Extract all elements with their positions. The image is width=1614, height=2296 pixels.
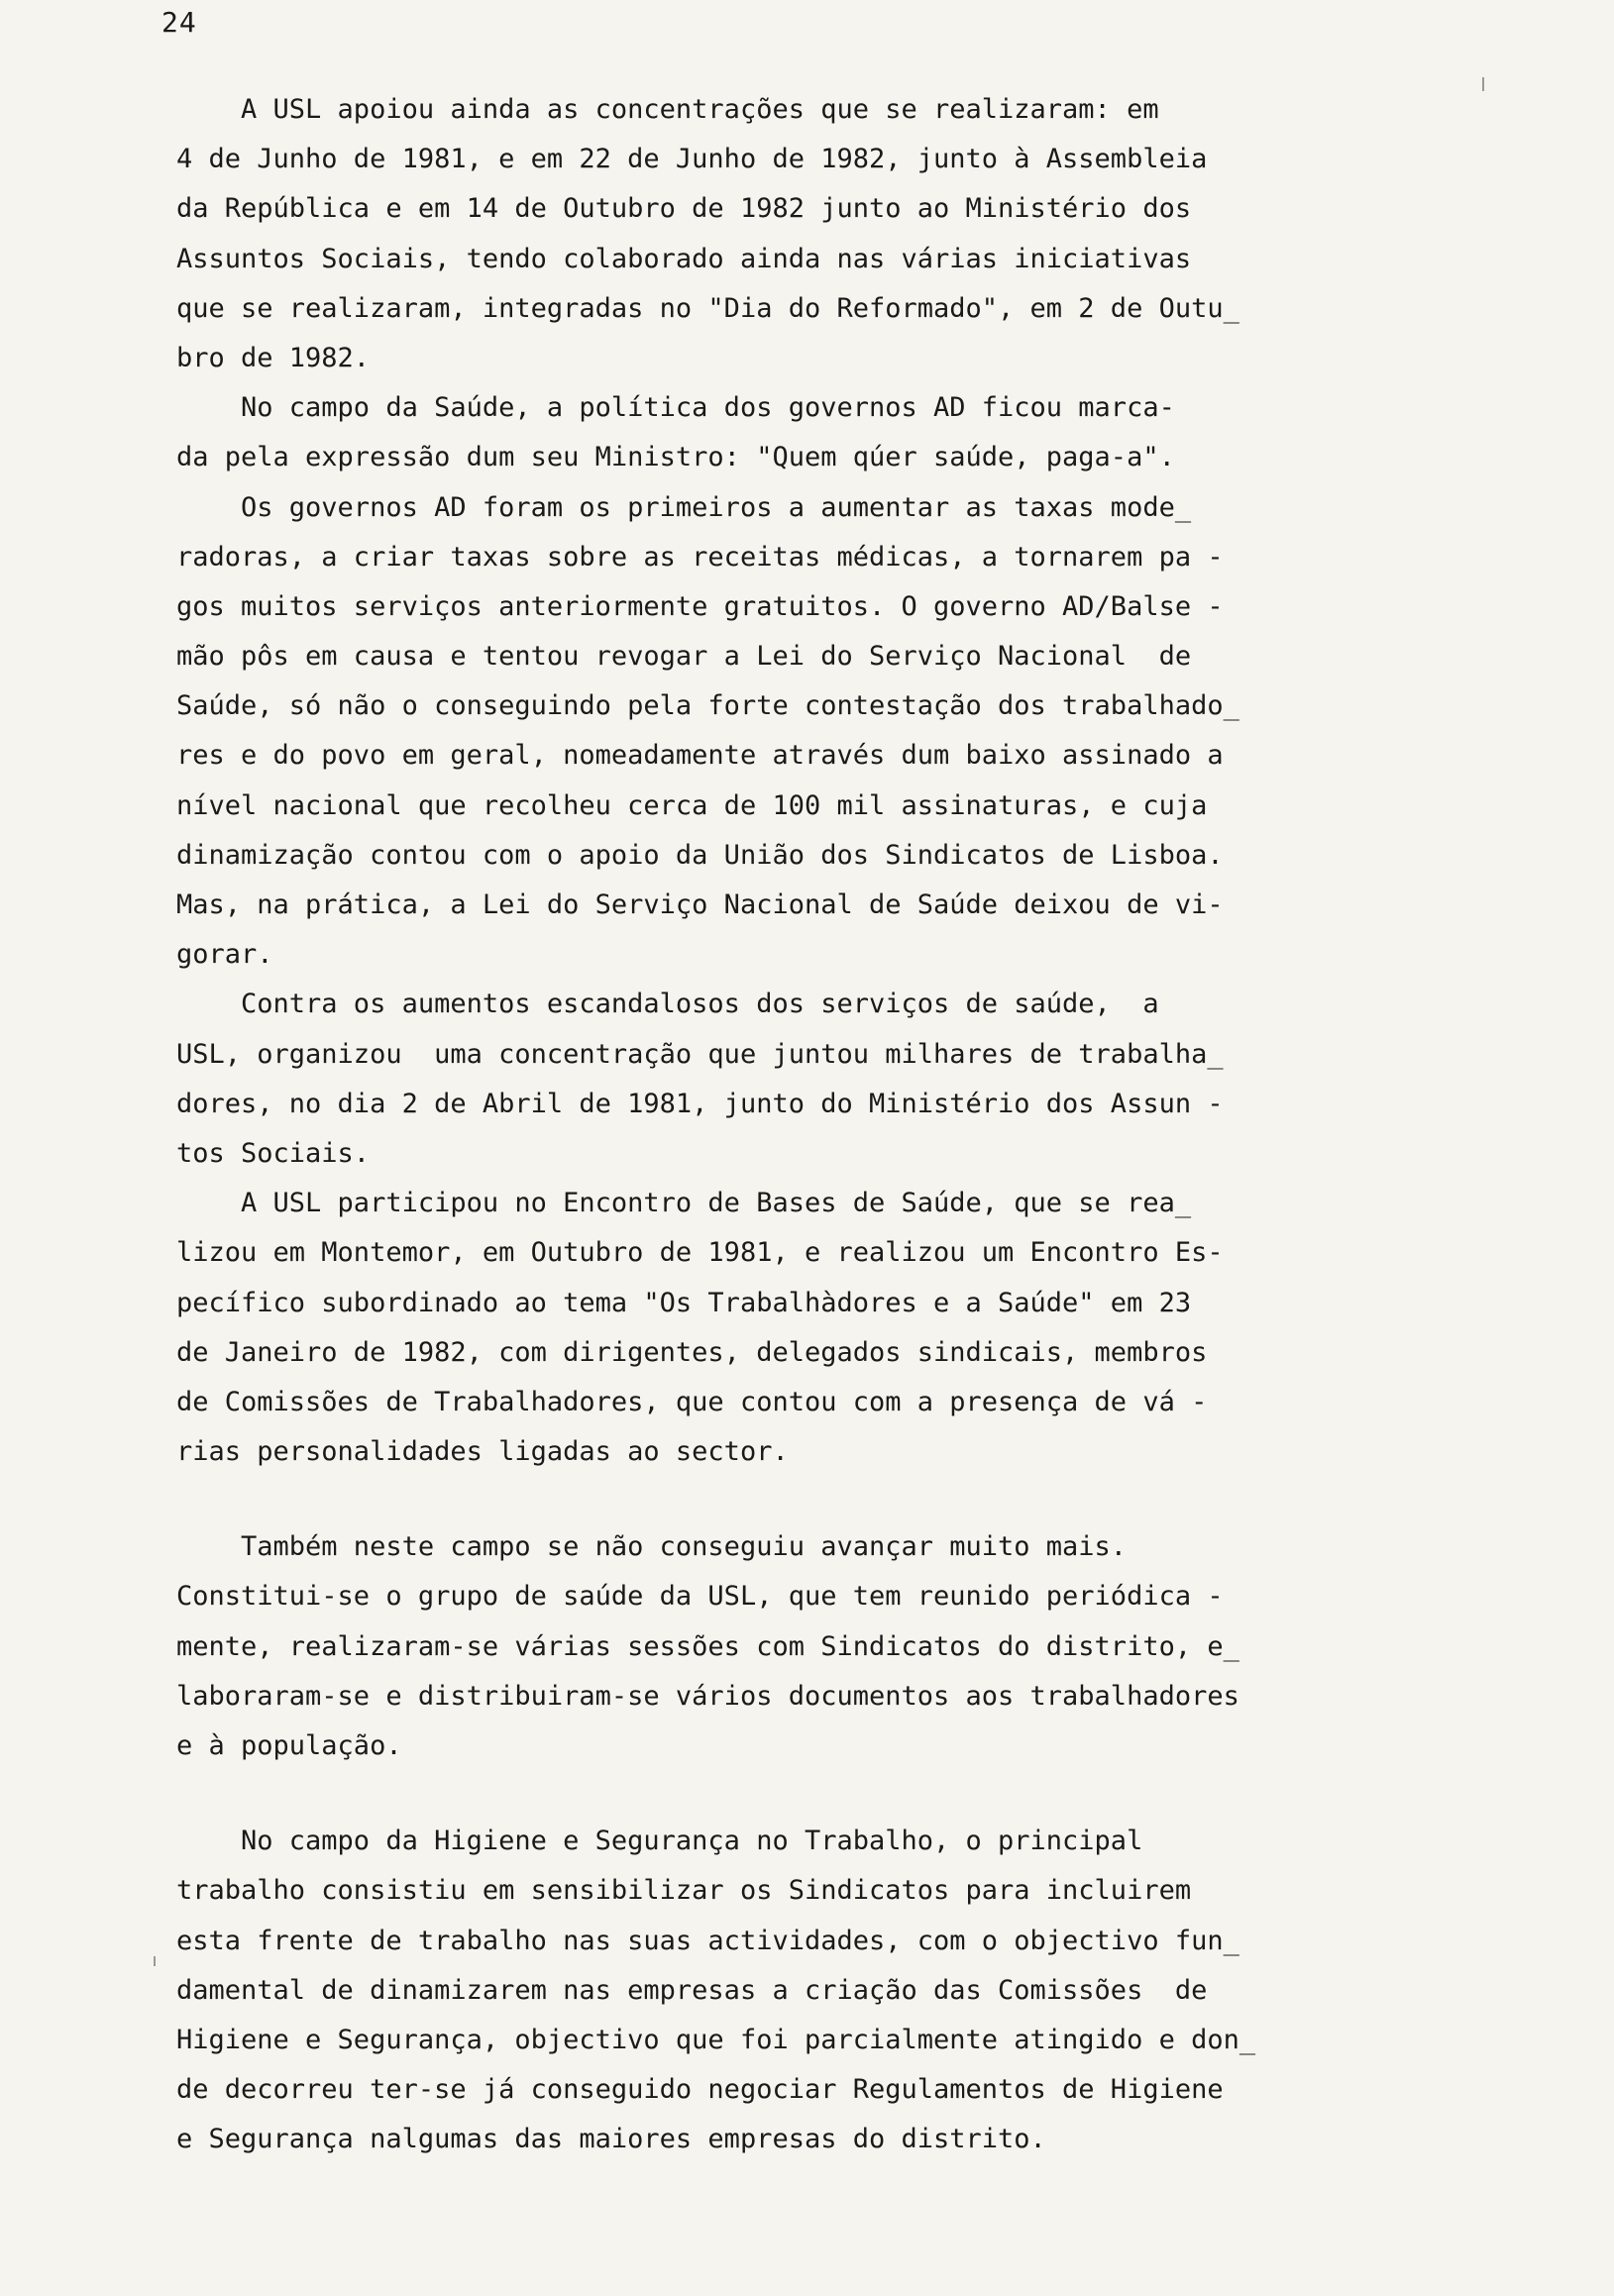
text-line: de decorreu ter-se já conseguido negociar Regulamentos de Higiene	[176, 2074, 1224, 2106]
text-line: que se realizaram, integradas no "Dia do Reformado", em 2 de Outu_	[176, 292, 1239, 324]
text-line: e Segurança nalgumas das maiores empresas do distrito.	[176, 2124, 1046, 2155]
paragraph-encontro-bases	[176, 1179, 1464, 1477]
text-line: 4 de Junho de 1981, e em 22 de Junho de 1982, junto à Assembleia	[176, 144, 1208, 175]
text-line: Assuntos Sociais, tendo colaborado ainda nas várias iniciativas	[176, 243, 1192, 274]
text-line: No campo da Saúde, a política dos governos AD ficou marca-	[176, 392, 1175, 424]
paragraph-concentracao	[176, 980, 1464, 1179]
text-line: Constitui-se o grupo de saúde da USL, que tem reunido periódica -	[176, 1581, 1224, 1613]
paragraph-taxas-moderadoras	[176, 483, 1464, 981]
text-line: Higiene e Segurança, objectivo que foi parcialmente atingido e don_	[176, 2024, 1256, 2055]
paragraph-saude-politica	[176, 383, 1464, 482]
text-line: de Janeiro de 1982, com dirigentes, delegados sindicais, membros	[176, 1336, 1208, 1368]
text-line: rias personalidades ligadas ao sector.	[176, 1436, 789, 1468]
text-line: da pela expressão dum seu Ministro: "Quem qúer saúde, paga-a".	[176, 442, 1175, 473]
text-line: da República e em 14 de Outubro de 1982 junto ao Ministério dos	[176, 193, 1192, 225]
document-body	[176, 85, 1464, 2165]
text-line: dores, no dia 2 de Abril de 1981, junto do Ministério dos Assun -	[176, 1088, 1224, 1119]
text-line: Os governos AD foram os primeiros a aumentar as taxas mode_	[176, 491, 1192, 523]
text-line: laboraram-se e distribuiram-se vários documentos aos trabalhadores	[176, 1680, 1239, 1712]
text-line: USL, organizou uma concentração que juntou milhares de trabalha_	[176, 1038, 1224, 1070]
text-line: Contra os aumentos escandalosos dos serviços de saúde, a	[176, 989, 1159, 1020]
text-line: dinamização contou com o apoio da União dos Sindicatos de Lisboa.	[176, 839, 1224, 871]
text-line: Saúde, só não o conseguindo pela forte contestação dos trabalhado_	[176, 690, 1239, 722]
text-line: mão pôs em causa e tentou revogar a Lei do Serviço Nacional de	[176, 641, 1192, 673]
paragraph-gap	[176, 1771, 1464, 1817]
text-line: lizou em Montemor, em Outubro de 1981, e realizou um Encontro Es-	[176, 1237, 1224, 1269]
text-line: A USL participou no Encontro de Bases de Saúde, que se rea_	[176, 1188, 1192, 1219]
text-line: res e do povo em geral, nomeadamente através dum baixo assinado a	[176, 740, 1224, 772]
margin-mark	[1482, 77, 1484, 91]
text-line: radoras, a criar taxas sobre as receitas médicas, a tornarem pa -	[176, 541, 1224, 573]
text-line: nível nacional que recolheu cerca de 100 mil assinaturas, e cuja	[176, 789, 1208, 821]
paragraph-grupo-saude	[176, 1522, 1464, 1771]
text-line: bro de 1982.	[176, 342, 371, 373]
text-line: pecífico subordinado ao tema "Os Trabalhàdores e a Saúde" em 23	[176, 1287, 1192, 1318]
text-line: tos Sociais.	[176, 1137, 371, 1169]
paragraph-higiene-seguranca	[176, 1817, 1464, 2164]
text-line: e à população.	[176, 1730, 402, 1761]
text-line: No campo da Higiene e Segurança no Trabalho, o principal	[176, 1826, 1143, 1857]
paragraph-gap	[176, 1477, 1464, 1522]
text-line: gos muitos serviços anteriormente gratuitos. O governo AD/Balse -	[176, 590, 1224, 622]
page-number: 24	[161, 6, 197, 39]
text-line: esta frente de trabalho nas suas actividades, com o objectivo fun_	[176, 1925, 1239, 1956]
text-line: A USL apoiou ainda as concentrações que se realizaram: em	[176, 94, 1159, 125]
margin-mark	[154, 1956, 156, 1966]
text-line: de Comissões de Trabalhadores, que contou com a presença de vá -	[176, 1386, 1208, 1417]
text-line: Também neste campo se não conseguiu avançar muito mais.	[176, 1531, 1128, 1563]
paragraph-reformados	[176, 85, 1464, 383]
text-line: Mas, na prática, a Lei do Serviço Nacional de Saúde deixou de vi-	[176, 889, 1224, 920]
text-line: trabalho consistiu em sensibilizar os Sindicatos para incluirem	[176, 1875, 1192, 1907]
text-line: mente, realizaram-se várias sessões com Sindicatos do distrito, e_	[176, 1630, 1239, 1662]
text-line: gorar.	[176, 939, 273, 971]
text-line: damental de dinamizarem nas empresas a criação das Comissões de	[176, 1974, 1208, 2006]
